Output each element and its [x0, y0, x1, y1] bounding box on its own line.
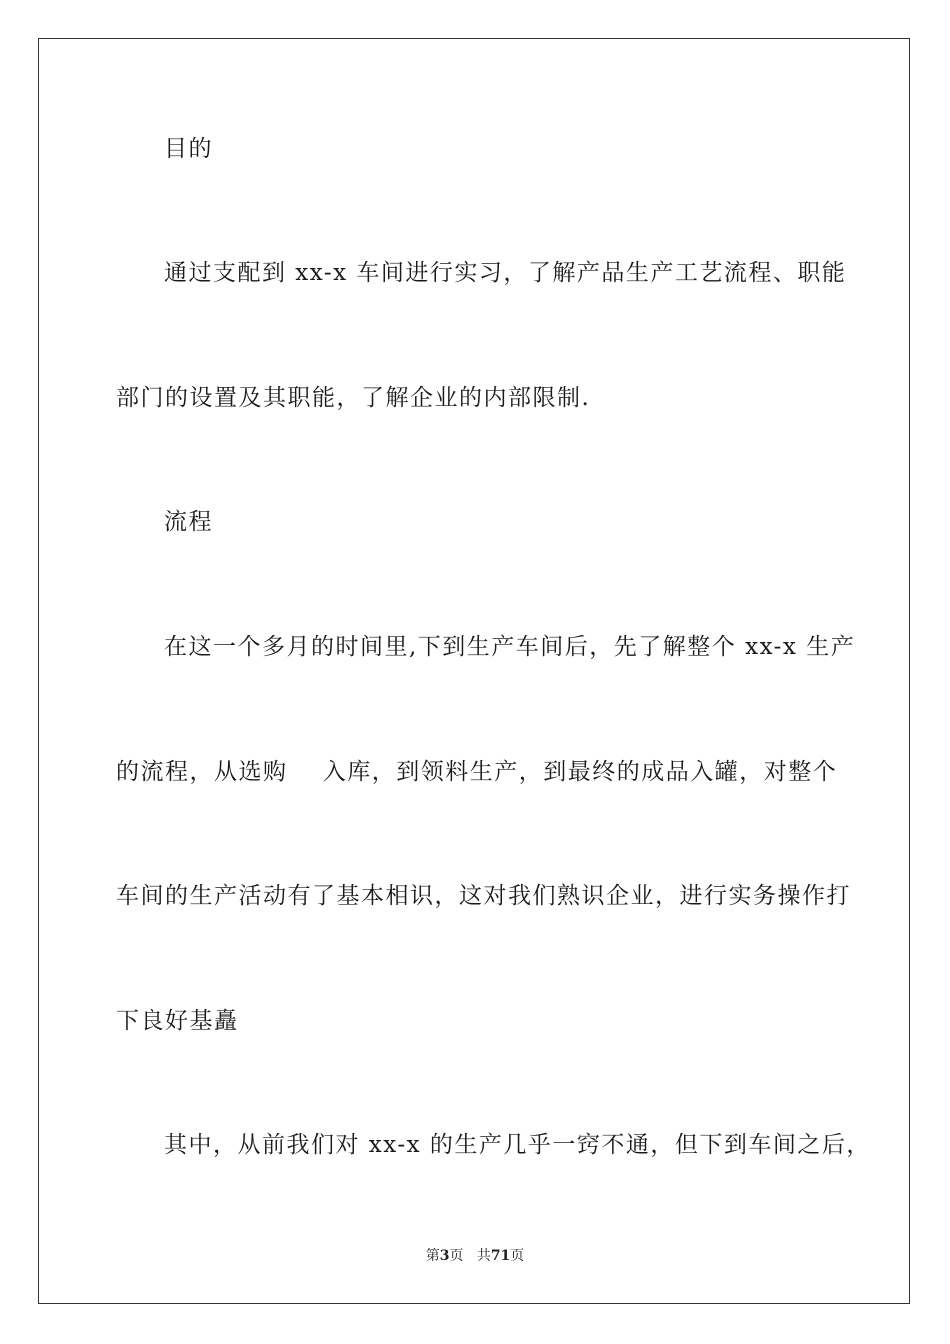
total-pages: 71 — [490, 1248, 511, 1264]
page-prefix: 第 — [425, 1248, 440, 1264]
total-suffix: 页 — [510, 1248, 525, 1264]
paragraph-line: 车间的生产活动有了基本相识，这对我们熟识企业，进行实务操作打 — [116, 883, 851, 909]
section-heading-process: 流程 — [164, 509, 213, 535]
page-suffix: 页 — [449, 1248, 464, 1264]
paragraph-line: 在这一个多月的时间里,下到生产车间后，先了解整个 xx-x 生产 — [164, 634, 856, 660]
paragraph-line: 其中，从前我们对 xx-x 的生产几乎一窍不通，但下到车间之后， — [164, 1132, 871, 1158]
paragraph-line: 通过支配到 xx-x 车间进行实习，了解产品生产工艺流程、职能 — [164, 260, 847, 286]
section-heading-purpose: 目的 — [164, 136, 213, 162]
paragraph-line: 下良好基矗 — [116, 1008, 239, 1034]
page-border — [38, 38, 910, 1304]
paragraph-line: 部门的设置及其职能，了解企业的内部限制. — [116, 385, 591, 411]
page-footer — [0, 1246, 950, 1266]
total-prefix: 共 — [476, 1248, 491, 1264]
paragraph-line: 的流程，从选购 入库，到领料生产，到最终的成品入罐，对整个 — [116, 759, 838, 785]
page-number: 3 — [439, 1248, 450, 1264]
